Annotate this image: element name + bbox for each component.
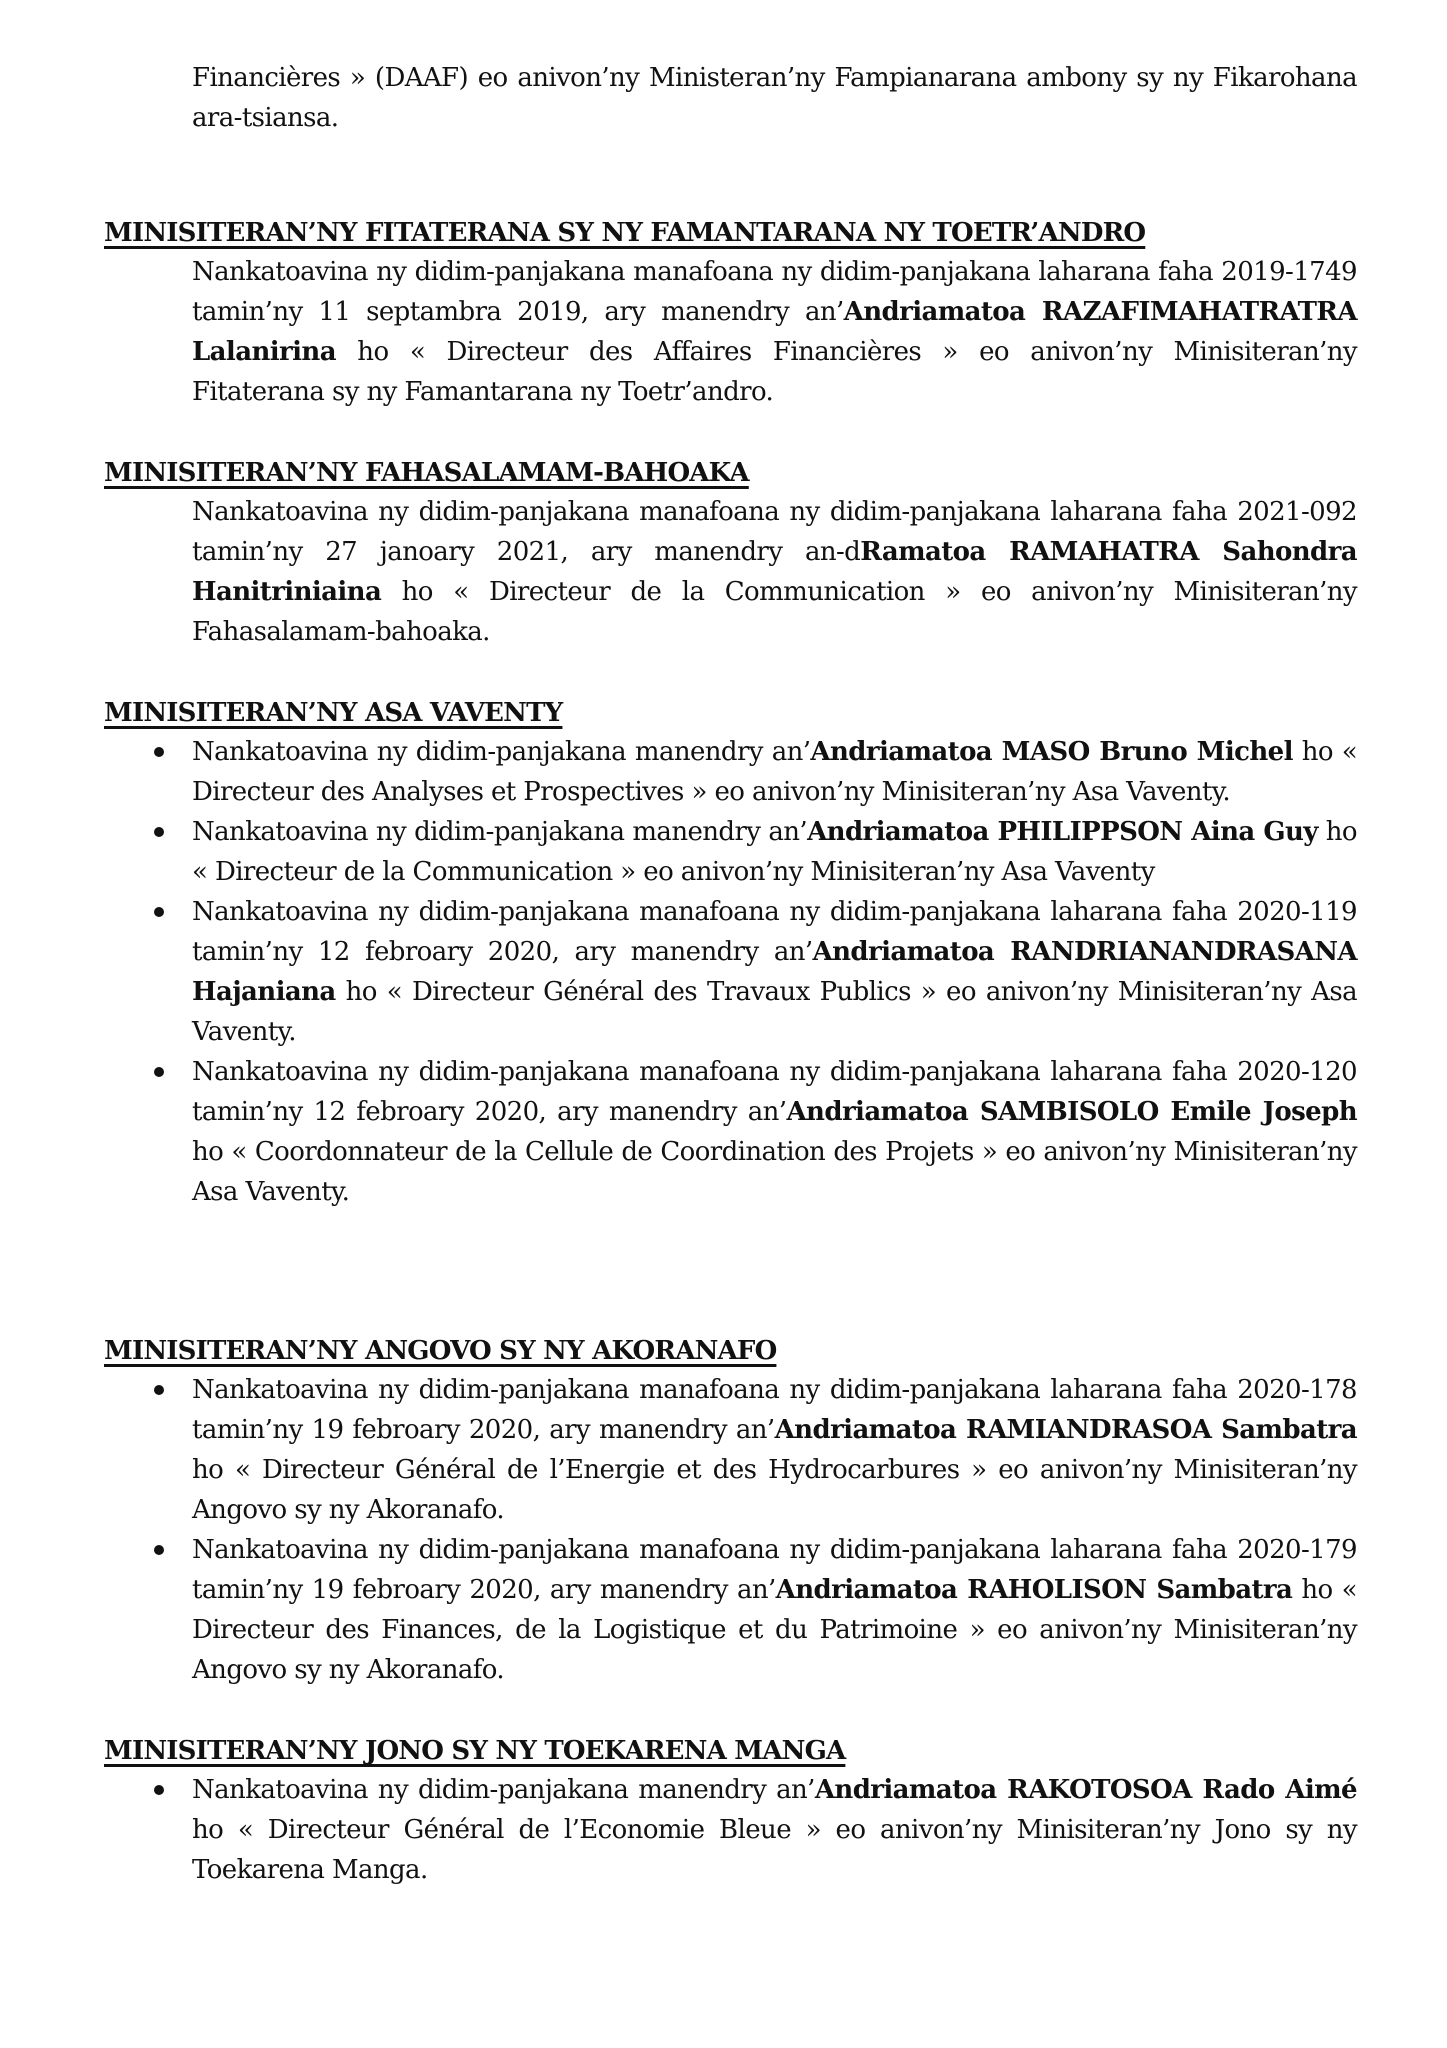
appointee-name: Andriamatoa PHILIPPSON Aina Guy (807, 817, 1318, 847)
list-item (104, 1530, 1357, 1690)
appointee-name: Andriamatoa RAHOLISON Sambatra (775, 1575, 1293, 1605)
appointee-name: Andriamatoa RAZAFIMAHATRATRA Lalanirina (192, 297, 1357, 367)
paragraph-text: ho « Directeur de la Communication » eo anivon’ny Minisiteran’ny Fahasalamam-bahoaka. (192, 577, 1357, 647)
appointee-name: Andriamatoa RAMIANDRASOA Sambatra (774, 1415, 1357, 1445)
paragraph-text: ho « Coordonnateur de la Cellule de Coordination des Projets » eo anivon’ny Minisiteran’ny Asa Vaventy. (192, 1137, 1357, 1207)
list-item (104, 732, 1357, 812)
paragraph-text: Nankatoavina ny didim-panjakana manafoana ny didim-panjakana laharana faha 2020-179 tamin’ny 19 febroary 2020, ary manendry an’ (192, 1535, 1357, 1605)
section-paragraph-fitaterana (192, 252, 1357, 412)
bullet-icon (154, 907, 164, 917)
paragraph-text: ho « Directeur des Analyses et Prospectives » eo anivon’ny Minisiteran’ny Asa Vaventy. (192, 737, 1358, 807)
paragraph-text: ho « Directeur des Affaires Financières » eo anivon’ny Minisiteran’ny Fitaterana sy ny Famantarana ny Toetr’andro. (192, 337, 1357, 407)
bullet-list-angovo (104, 1370, 1357, 1690)
section-title-fitaterana: MINISITERAN’NY FITATERANA SY NY FAMANTARANA NY TOETR’ANDRO (104, 218, 1146, 248)
section-title-asa-vaventy: MINISITERAN’NY ASA VAVENTY (104, 698, 563, 728)
list-item (104, 1370, 1357, 1530)
paragraph-text: Nankatoavina ny didim-panjakana manendry an’ (192, 1775, 815, 1805)
paragraph-text: ho « Directeur Général de l’Energie et des Hydrocarbures » eo anivon’ny Minisiteran’ny Angovo sy ny Akoranafo. (192, 1455, 1357, 1525)
section-title-fahasalamana: MINISITERAN’NY FAHASALAMAM-BAHOAKA (104, 458, 749, 488)
paragraph-text: Nankatoavina ny didim-panjakana manafoana ny didim-panjakana laharana faha 2020-120 tamin’ny 12 febroary 2020, ary manendry an’ (192, 1057, 1357, 1127)
paragraph-text: ho « Directeur Général de l’Economie Bleue » eo anivon’ny Minisiteran’ny Jono sy ny Toekarena Manga. (192, 1815, 1357, 1885)
bullet-icon (154, 1785, 164, 1795)
appointee-name: Andriamatoa MASO Bruno Michel (810, 737, 1293, 767)
bullet-icon (154, 747, 164, 757)
paragraph-text: Nankatoavina ny didim-panjakana manafoana ny didim-panjakana laharana faha 2021-092 tamin’ny 27 janoary 2021, ary manendry an-d (192, 497, 1357, 567)
section-paragraph-fahasalamana (192, 492, 1357, 652)
bullet-icon (154, 827, 164, 837)
paragraph-text: ho « Directeur de la Communication » eo anivon’ny Minisiteran’ny Asa Vaventy (192, 817, 1357, 887)
appointee-name: Ramatoa RAMAHATRA Sahondra Hanitriniaina (192, 537, 1357, 607)
bullet-list-asa-vaventy (104, 732, 1357, 1212)
list-item (104, 892, 1357, 1052)
list-item (104, 1052, 1357, 1212)
section-title-jono: MINISITERAN’NY JONO SY NY TOEKARENA MANGA (104, 1736, 846, 1766)
bullet-icon (154, 1385, 164, 1395)
section-title-angovo: MINISITERAN’NY ANGOVO SY NY AKORANAFO (104, 1336, 777, 1366)
paragraph-text: Nankatoavina ny didim-panjakana manendry an’ (192, 817, 808, 847)
paragraph-text: Nankatoavina ny didim-panjakana manafoana ny didim-panjakana laharana faha 2019-1749 tamin’ny 11 septambra 2019, ary manendry an’ (192, 257, 1357, 327)
appointee-name: Andriamatoa RANDRIANANDRASANA Hajaniana (192, 937, 1357, 1007)
bullet-icon (154, 1545, 164, 1555)
appointee-name: Andriamatoa RAKOTOSOA Rado Aimé (814, 1775, 1357, 1805)
appointee-name: Andriamatoa SAMBISOLO Emile Joseph (786, 1097, 1357, 1127)
list-item (104, 812, 1357, 892)
paragraph-text: Nankatoavina ny didim-panjakana manafoana ny didim-panjakana laharana faha 2020-178 tamin’ny 19 febroary 2020, ary manendry an’ (192, 1375, 1357, 1445)
paragraph-text: Nankatoavina ny didim-panjakana manendry an’ (192, 737, 811, 767)
paragraph-text: Nankatoavina ny didim-panjakana manafoana ny didim-panjakana laharana faha 2020-119 tamin’ny 12 febroary 2020, ary manendry an’ (192, 897, 1357, 967)
list-item (104, 1770, 1357, 1890)
bullet-icon (154, 1067, 164, 1077)
paragraph-text: ho « Directeur Général des Travaux Publics » eo anivon’ny Minisiteran’ny Asa Vaventy. (192, 977, 1357, 1047)
paragraph-text: ho « Directeur des Finances, de la Logistique et du Patrimoine » eo anivon’ny Minisiteran’ny Angovo sy ny Akoranafo. (192, 1575, 1357, 1685)
bullet-list-jono (104, 1770, 1357, 1890)
intro-paragraph: Financières » (DAAF) eo anivon’ny Ministeran’ny Fampianarana ambony sy ny Fikarohana ara-tsiansa. (192, 63, 1357, 133)
